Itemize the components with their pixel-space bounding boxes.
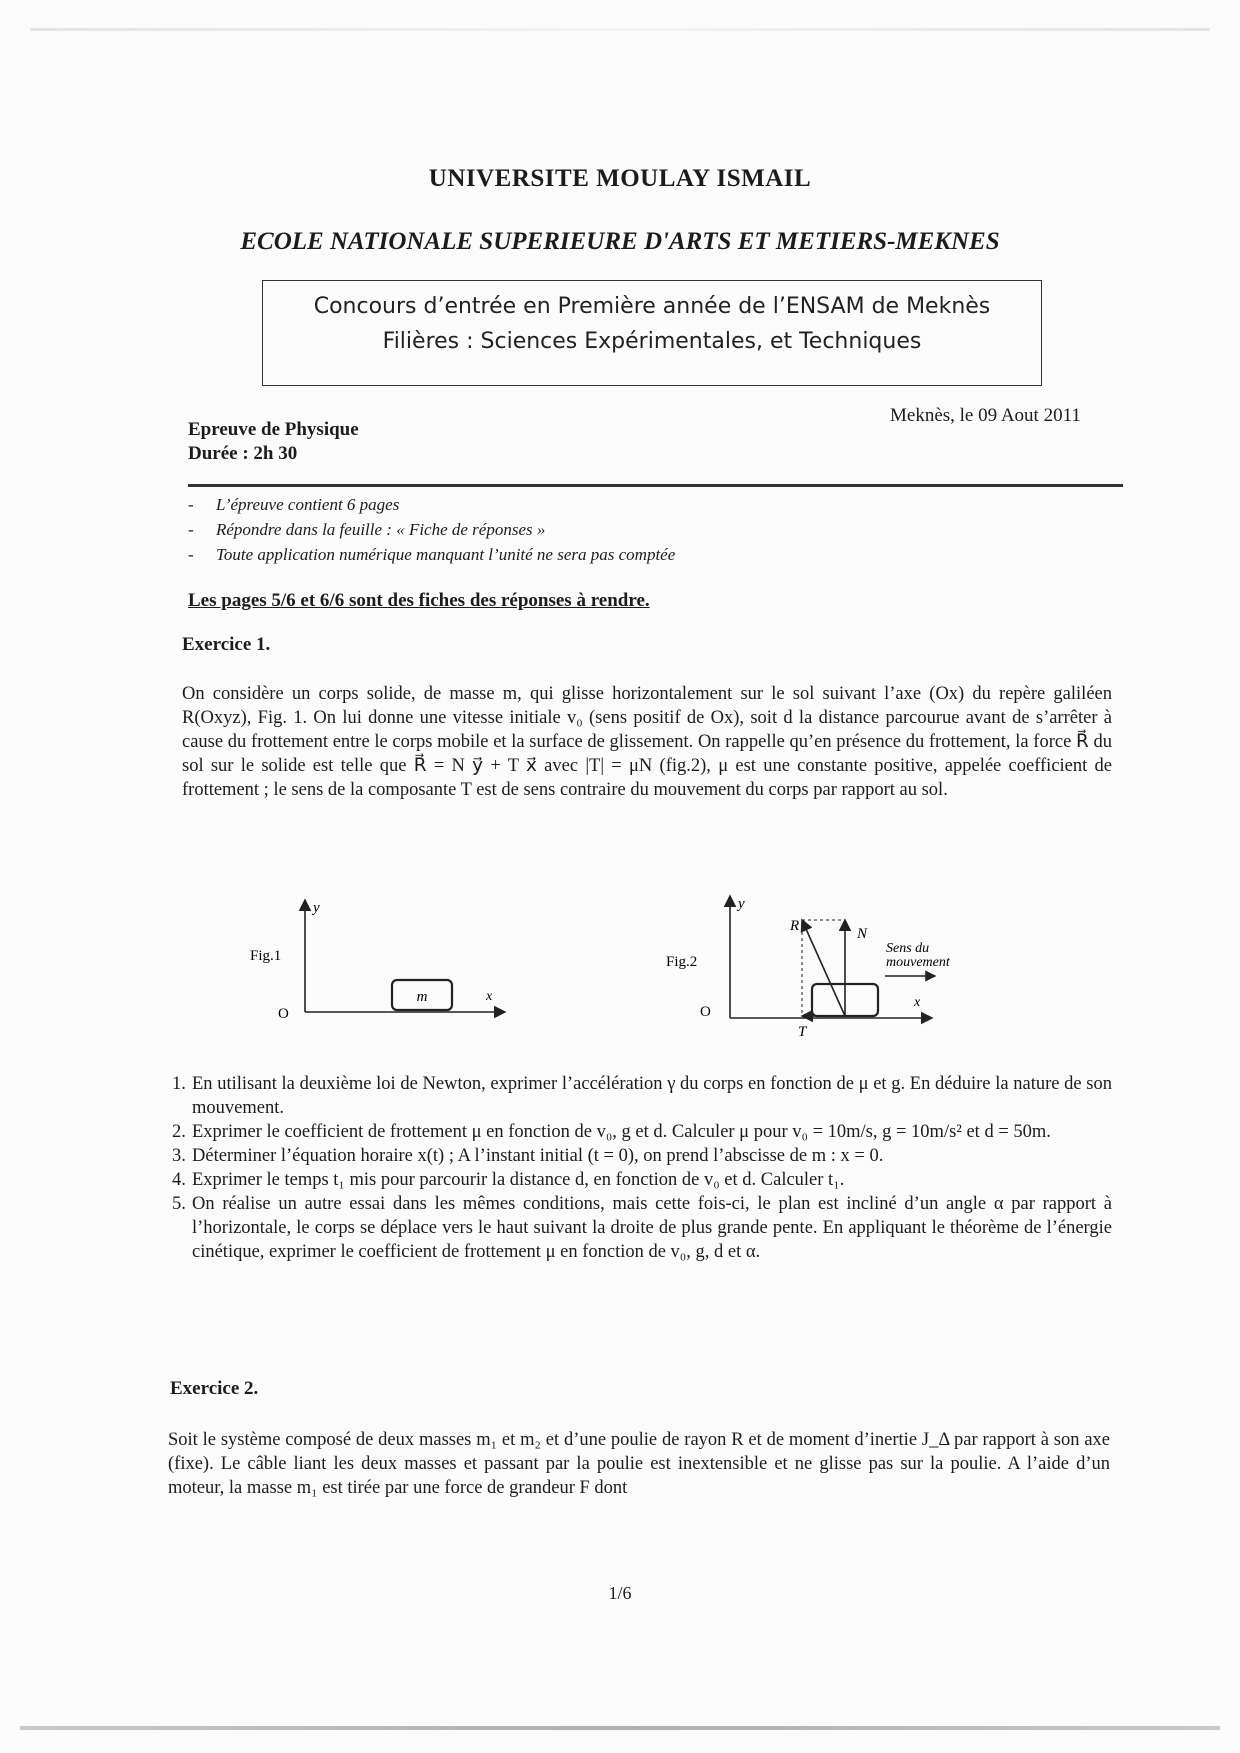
contest-line-1: Concours d’entrée en Première année de l’ENSAM de Meknès	[313, 294, 991, 319]
scan-edge-top	[30, 28, 1210, 31]
fig2-reaction-vector	[802, 920, 845, 1016]
exam-duration: Durée : 2h 30	[188, 443, 298, 464]
answer-pages-note: Les pages 5/6 et 6/6 sont des fiches des réponses à rendre.	[188, 590, 650, 611]
instructions-list	[188, 492, 675, 567]
exercise-1-title: Exercice 1.	[182, 634, 271, 655]
fig2-y-label: y	[738, 896, 745, 912]
question-item: 5. On réalise un autre essai dans les mêmes conditions, mais cette fois-ci, le plan est incliné d’un angle α par rapport à l’horizontale, le corps se déplace vers le haut suivant la droite de plus grande pente. En appliquant le théorème de l’énergie cinétique, exprimer le coefficient de frottement μ en fonction de v₀, g, d et α.	[172, 1194, 1112, 1262]
question-item: 1. En utilisant la deuxième loi de Newton, exprimer l’accélération γ du corps en fonction de μ et g. En déduire la nature de son mouvement.	[172, 1074, 1112, 1118]
place-date: Meknès, le 09 Aout 2011	[890, 405, 1081, 426]
figure-2	[666, 890, 990, 1040]
contest-line-2: Filières : Sciences Expérimentales, et Techniques	[382, 329, 922, 354]
fig2-R-label: R⃗	[790, 918, 811, 934]
contest-box	[262, 280, 1042, 386]
fig2-T-label: T	[798, 1024, 807, 1040]
fig2-motion-label-2: mouvement	[886, 955, 950, 970]
school-title: ECOLE NATIONALE SUPERIEURE D'ARTS ET METIERS-MEKNES	[240, 228, 1000, 255]
fig2-x-label: x	[914, 995, 921, 1010]
header-divider	[188, 484, 1123, 487]
page-number: 1/6	[608, 1583, 632, 1603]
exercise-1-intro: On considère un corps solide, de masse m, qui glisse horizontalement sur le sol suivant l’axe (Ox) du repère galiléen R(Oxyz), Fig. 1. On lui donne une vitesse initiale v₀ (sens positif de Ox), soit d la distance parcourue avant de s’arrêter à cause du frottement entre le corps mobile et la surface de glissement. On rappelle qu’en présence du frottement, la force R⃗ du sol sur le solide est telle que R⃗ = N y⃗ + T x⃗ avec |T| = μN (fig.2), μ est une constante positive, appelée coefficient de frottement ; le sens de la composante T est de sens contraire du mouvement du corps par rapport au sol.	[182, 684, 1112, 800]
fig2-origin: O	[700, 1004, 711, 1020]
figure-1	[240, 890, 520, 1030]
exam-info	[188, 418, 359, 466]
question-item: 3. Déterminer l’équation horaire x(t) ; A l’instant initial (t = 0), on prend l’abscisse de m : x = 0.	[172, 1146, 884, 1166]
instruction-item: - Toute application numérique manquant l’unité ne sera pas comptée	[188, 545, 676, 564]
fig1-x-label: x	[486, 989, 493, 1004]
fig2-motion-label-1: Sens du	[886, 941, 930, 956]
fig1-label: Fig.1	[250, 948, 282, 964]
university-title: UNIVERSITE MOULAY ISMAIL	[428, 165, 812, 192]
fig1-mass-label: m	[416, 989, 428, 1005]
fig2-N-label: N	[857, 926, 868, 942]
fig2-label: Fig.2	[666, 954, 698, 970]
instruction-item: - L’épreuve contient 6 pages	[188, 495, 400, 514]
exercise-1-questions	[172, 1072, 1112, 1264]
question-item: 2. Exprimer le coefficient de frottement μ en fonction de v₀, g et d. Calculer μ pour v₀ = 10m/s, g = 10m/s² et d = 50m.	[172, 1122, 1051, 1142]
question-item: 4. Exprimer le temps t₁ mis pour parcourir la distance d, en fonction de v₀ et d. Calculer t₁.	[172, 1170, 845, 1190]
exercise-2-intro: Soit le système composé de deux masses m₁ et m₂ et d’une poulie de rayon R et de moment d’inertie J_Δ par rapport à son axe (fixe). Le câble liant les deux masses et passant par la poulie est inextensible et ne glisse pas sur la poulie. A l’aide d’un moteur, la masse m₁ est tirée par une force de grandeur F dont	[168, 1430, 1110, 1498]
fig1-y-label: y	[313, 900, 320, 916]
instruction-item: - Répondre dans la feuille : « Fiche de réponses »	[188, 520, 546, 539]
scan-edge-bottom	[20, 1726, 1220, 1730]
exercise-2-title: Exercice 2.	[170, 1378, 259, 1399]
fig1-origin: O	[278, 1006, 289, 1022]
exam-subject: Epreuve de Physique	[188, 419, 359, 440]
